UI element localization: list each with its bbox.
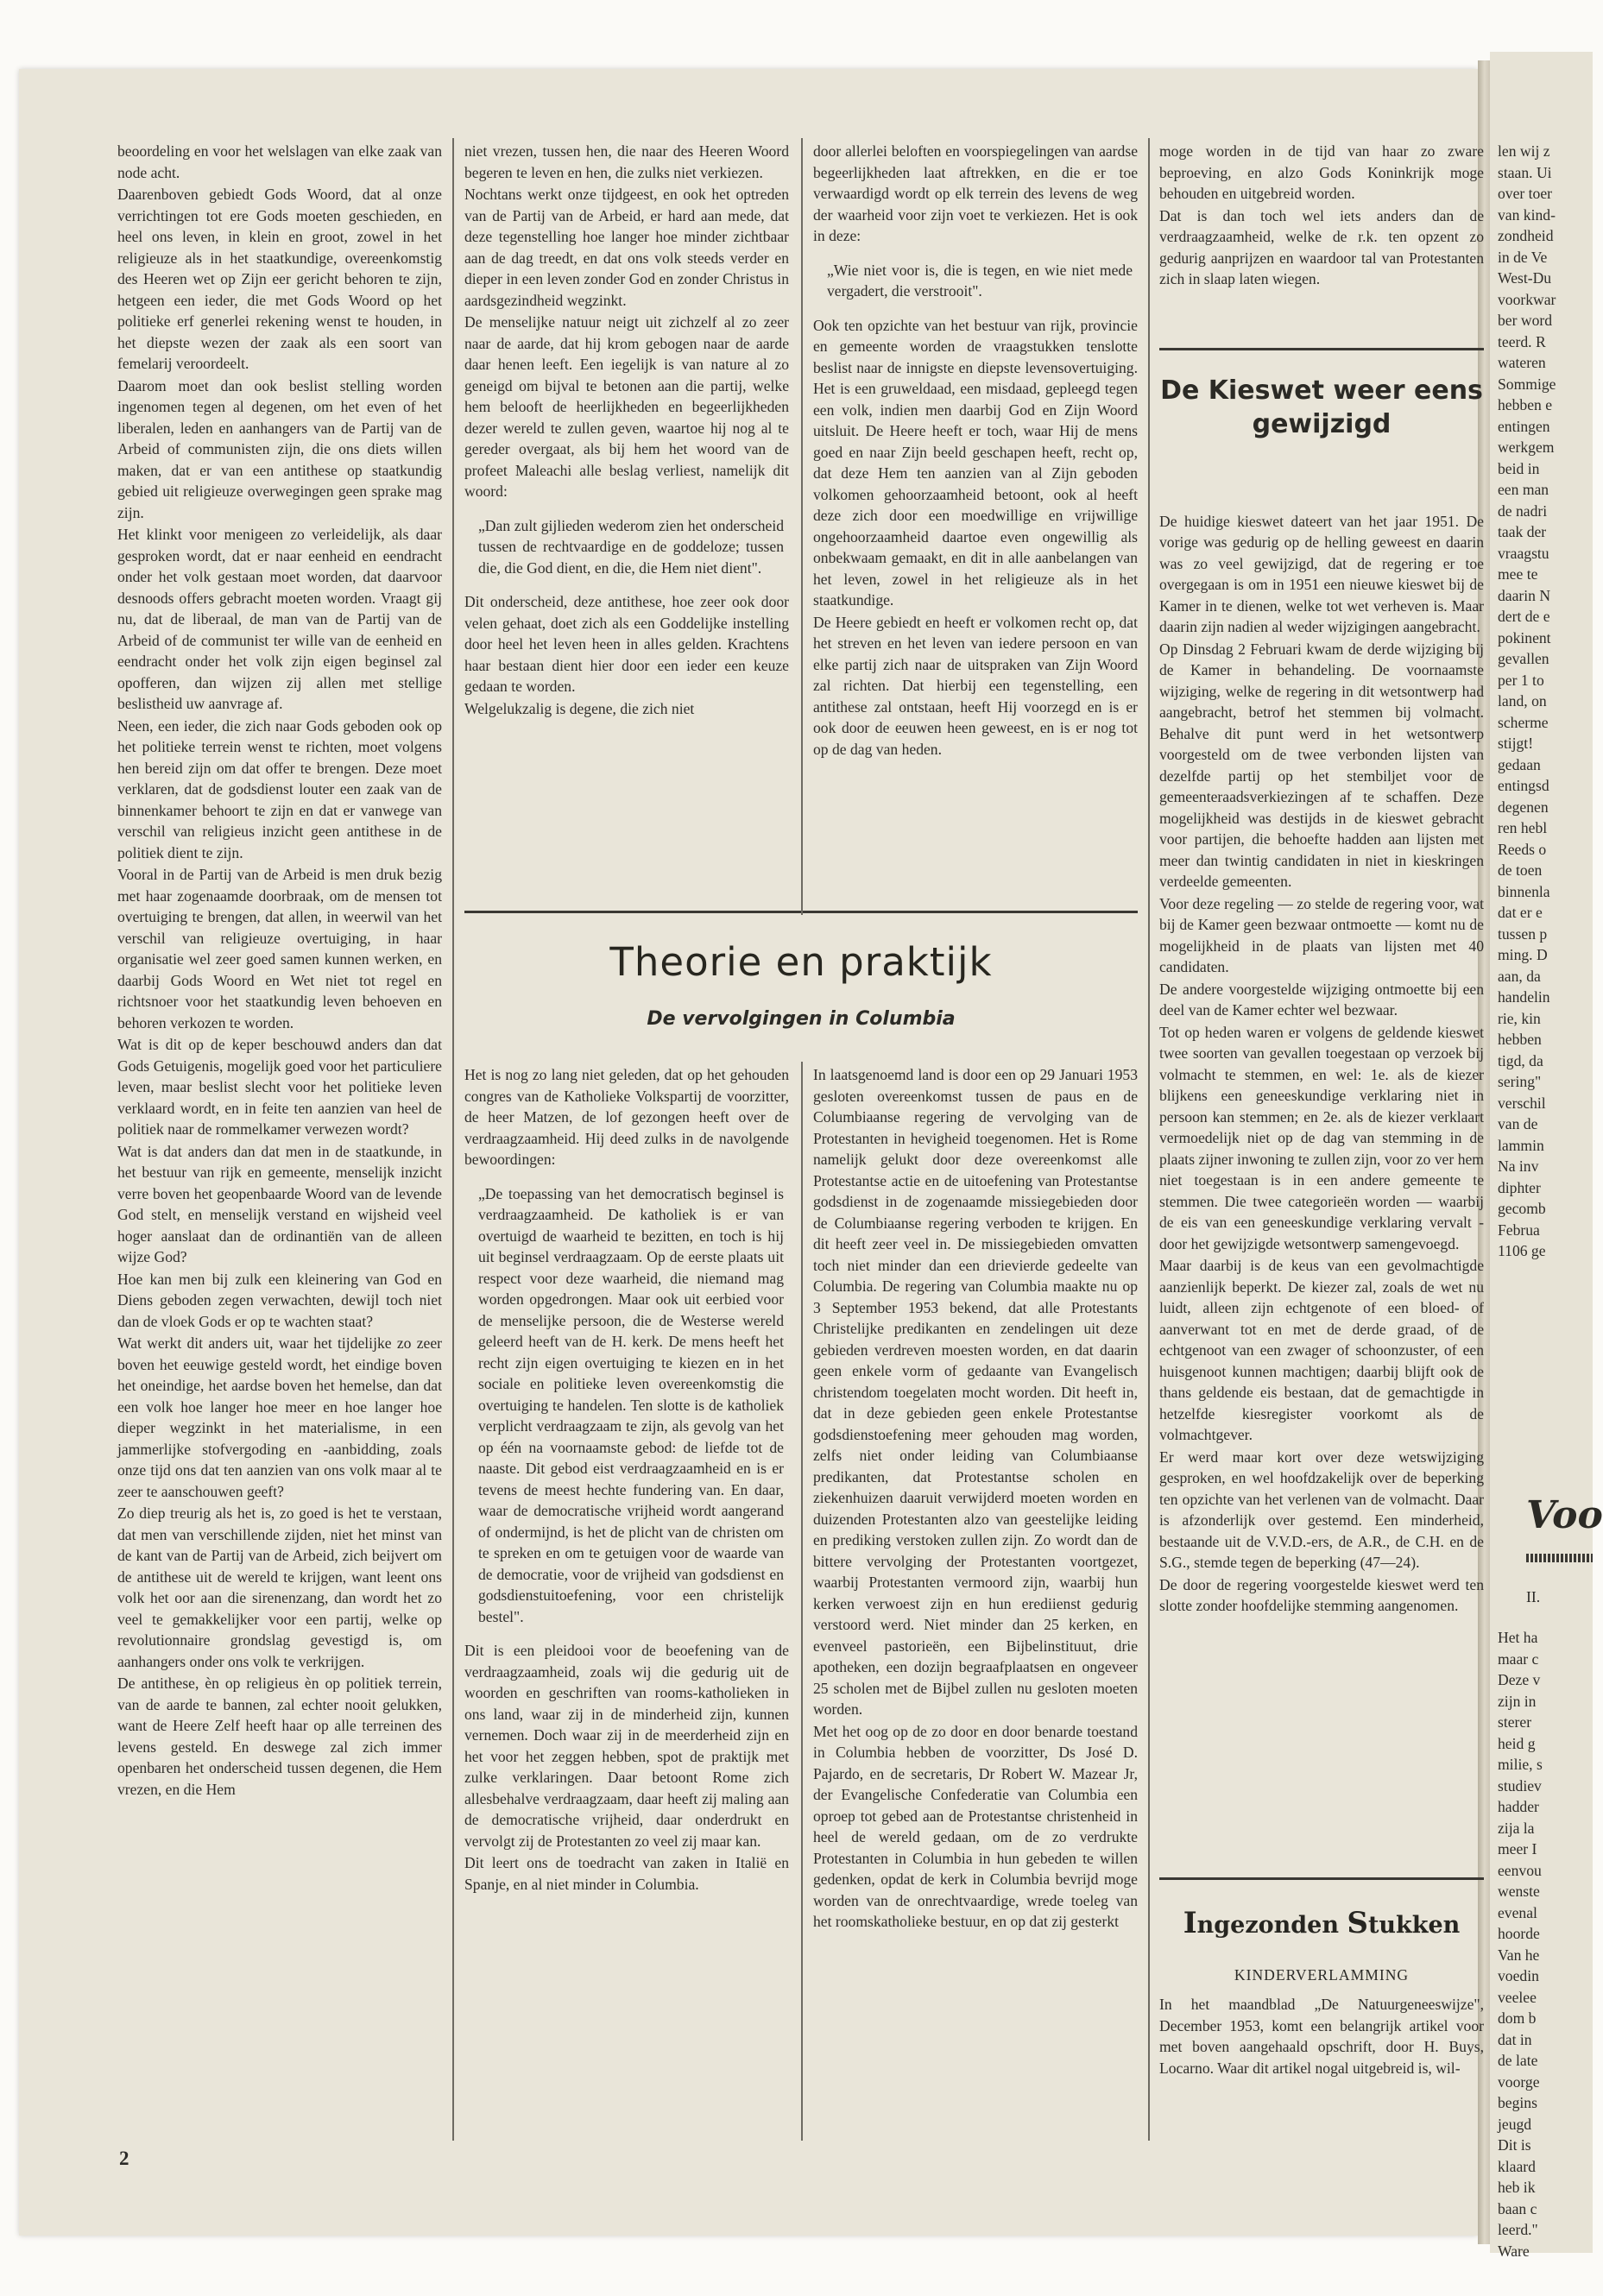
adjacent-line: dom b [1498,2009,1537,2027]
adjacent-line: verschil [1498,1094,1546,1112]
adjacent-line: veelee [1498,1988,1537,2006]
adjacent-line: meer I [1498,1840,1537,1858]
col1-paragraph: De antithese, èn op religieus èn op politiek terrein, van de aarde te bannen, zal echter nooit gelukken, want de Heere Zelf heeft haar op alle terreinen des levens gesteld. En deswege zal zich immer openbaren het onderscheid tussen degenen, die Hem vrezen, en die Hem [117,1675,442,1798]
kieswet-paragraph: Maar daarbij is de keus van een gevolmachtigde aanzienlijk beperkt. De kiezer zal, zoals de wet nu luidt, alleen zijn echtgenote of een bloed- of aanverwant tot en met de derde graad, of de echtgenoot van een zwager of schoonzuster, of een huisgenoot kunnen machtigen; daarbij blijft ook de thans geldende eis bestaan, dat de gemachtigde in hetzelfde kiesregister voorkomt als de volmachtgever. [1159,1257,1484,1443]
column-divider [801,138,803,915]
column-6 [813,1064,1138,1933]
adjacent-line: rie, kin [1498,1009,1541,1027]
col2-paragraph: De menselijke natuur neigt uit zichzelf al zo zeer naar de aarde, dat hij krom gebogen naar de aarde daar henen leeft. Een iegelijk is van nature al zo geneigd om bijval te betonen aan die partij, welke hem belooft de heerlijkheden en begeerlijkheden dezer wereld te zullen geven, waartoe hij nog al te gereder overgaat, als bij hem het woord van de profeet Maleachi alle beslag verliest, namelijk dit woord: [464,313,789,500]
adjacent-line: baan c [1498,2199,1537,2217]
adjacent-line: dat in [1498,2030,1532,2048]
col1-paragraph: Het klinkt voor menigeen zo verleidelijk, als daar gesproken wordt, dat er naar eenheid en eendracht onder het volk gestaan moet worden, dat daarvoor desnoods offers gebracht moeten worden. Vraagt gij nu, dat de liberaal, de man van de Partij van de Arbeid of de communist ter wille van de eenheid en eendracht onder het volk zijn eigen beginsel zal opofferen, dan wijzen zij allen met stellige beslistheid uw aanvrage af. [117,526,442,712]
adjacent-line: evenal [1498,1903,1537,1921]
adjacent-line: Van he [1498,1946,1540,1964]
adjacent-line: staan. Ui [1498,163,1552,181]
adjacent-line: dat er e [1498,904,1543,921]
adjacent-line: handelin [1498,988,1550,1006]
theorie-paragraph: Met het oog op de zo door en door benarde toestand in Columbia hebben de voorzitter, Ds José D. Pajardo, en de secretaris, Dr Robert W. Mazear Jr, der Evangelische Confederatie van Columbia een oproep tot gebed aan de Protestantse christenheid in heel de wereld gedaan, om de zo verdrukte Protestanten in Columbia in hun gebeden te willen gedenken, opdat de kerk in Columbia bevrijd moge worden van de onrechtvaardige, wrede toeleg van het roomskatholieke bestuur, en op dat zij gesterkt [813,1722,1138,1930]
adjacent-line: taak der [1498,523,1547,540]
ingezonden-top-rule [1159,1877,1484,1880]
theorie-paragraph: In laatsgenoemd land is door een op 29 Januari 1953 gesloten overeenkomst tussen de paus en de Columbiaanse regering de vervolging van de Protestanten in hevigheid toegenomen. Het is Rome namelijk gelukt door deze overeenkomst alle Protestantse actie en de uitoefening van Protestantse godsdienst in de zogenaamde missiegebieden door de Columbiaanse regering verboden te krijgen. En dit heeft zeer veel in. De missiegebieden omvatten toch niet minder dan een drievierde gedeelte van Columbia. De regering van Columbia maakte nu op 3 September 1953 bekend, dat alle Protestants Christelijke predikanten en zendelingen uit deze gebieden verdreven moesten worden, en dat daarin geen enkele vorm of gedaante van Evangelisch christendom toegelaten mocht worden. Dit heeft in, dat in deze gebieden geen enkele Protestantse godsdienstoefening meer gehouden mag worden, zelfs niet onder leiding van Columbiaanse predikanten, dat Protestantse scholen en ziekenhuizen daaruit verwijderd moeten worden en duizenden Protestanten alzo van geestelijke leiding en prediking verstoken zullen zijn. Zo wordt dan de bittere vervolging der Protestanten voortgezet, waarbij Protestanten vermoord zijn, waarbij hun kerken verwoest zijn en hun erediienst gedurig verstoord werd. Niet minder dan 25 kerken, en evenveel pastorieën, een Bijbelinstituut, drie apotheken, een dozijn begraafplaatsen en ongeveer 25 scholen met de Bijbel zullen nu gesloten moeten worden. [813,1066,1138,1718]
adjacent-line: klaard [1498,2157,1536,2175]
column-divider [801,1062,803,2141]
col2-paragraph: Nochtans werkt onze tijdgeest, en ook het optreden van de Partij van de Arbeid, er hard aan mede, dat deze tegenstelling hoe langer hoe minder zichtbaar aan de dag treedt, en dat ons volk steeds verder en dieper in een leven zonder God en zonder Christus in aardsgezindheid wegzinkt. [464,186,789,309]
col3-paragraph: door allerlei beloften en voorspiegelingen van aardse begeerlijkheden laat aftrekken, en die er toe verwaardigd wordt op elk terrein des levens de weg der waarheid voor zijn voet te verkiezen. Het is ook in deze: [813,142,1138,244]
adjacent-line: sering" [1498,1073,1542,1090]
adjacent-line: tussen p [1498,924,1548,943]
adjacent-line: studiev [1498,1776,1542,1795]
adjacent-page-heading: Voo [1526,1493,1603,1537]
theorie-paragraph: Het is nog zo lang niet geleden, dat op het gehouden congres van de Katholieke Volkspartij de voorzitter, de heer Matzen, de lof gezongen heeft over de verdraagzaamheid. Hij deed zulks in de navolgende bewoordingen: [464,1066,789,1168]
adjacent-line: ren hebl [1498,819,1548,836]
adjacent-line: tigd, da [1498,1051,1543,1069]
col4-paragraph: Dat is dan toch wel iets anders dan de verdraagzaamheid, welke de r.k. ten opzent zo gedurig aanprijzen en waardoor tal van Protestanten zich in slaap laten wiegen. [1159,206,1484,287]
ingezonden-headline [1159,1906,1484,1940]
column-5 [464,1064,789,1895]
kieswet-paragraph: De andere voorgestelde wijziging ontmoette bij een deel van de Kamer echter wel bezwaar. [1159,980,1484,1019]
adjacent-line: entingen [1498,417,1550,435]
kieswet-top-rule [1159,348,1484,350]
col1-paragraph: Vooral in de Partij van de Arbeid is men druk bezig met haar zogenaamde doorbraak, om de mensen tot overtuiging te brengen, dat allen, in weerwil van het verschil van religieuze overtuiging, in haar organisatie wel zeer goed samen kunnen werken, en daarbij Gods Woord en Wet niet tot regel en richtsnoer voor het staatkundig leven behoeven en behoren verkozen te worden. [117,866,442,1031]
adjacent-line: dert de e [1498,608,1550,625]
adjacent-line: daarin N [1498,586,1551,604]
adjacent-line: gedaan [1498,755,1541,773]
adjacent-line: voedin [1498,1967,1539,1984]
adjacent-line: per 1 to [1498,671,1544,689]
adjacent-line: de toen [1498,861,1543,879]
adjacent-line: de nadri [1498,501,1548,520]
adjacent-line: heid g [1498,1734,1536,1752]
adjacent-line: milie, s [1498,1756,1543,1773]
theorie-subheadline: De vervolgingen in Columbia [647,1008,956,1030]
adjacent-heading-rule [1526,1554,1593,1562]
adjacent-line: scherme [1498,713,1549,731]
col2-quote: „Dan zult gijlieden wederom zien het onderscheid tussen de rechtvaardige en de goddeloze; tussen die, die God dient, en die, die Hem niet dient". [478,516,784,577]
column-3 [813,141,1138,760]
kieswet-paragraph: De door de regering voorgestelde kieswet werd ten slotte zonder hoofdelijke stemming aangenomen. [1159,1575,1484,1614]
ingezonden-paragraph: In het maandblad „De Natuurgeneeswijze", December 1953, komt een belangrijk artikel voor met boven aangehaald opschrift, door H. Buys, Locarno. Waar dit artikel nogal uitgebreid is, wil- [1159,1996,1484,2077]
adjacent-line: voorge [1498,2072,1540,2091]
adjacent-page-text-bottom [1498,1627,1593,2261]
adjacent-line: wateren [1498,354,1546,371]
adjacent-line: hadder [1498,1798,1539,1815]
col2-paragraph: Welgelukzalig is degene, die zich niet [464,699,695,717]
adjacent-line: Na inv [1498,1157,1539,1175]
adjacent-line: over toer [1498,185,1553,202]
kieswet-paragraph: Op Dinsdag 2 Februari kwam de derde wijziging bij de Kamer in behandeling. De voornaamste wijziging, welke de regering in dit wetsontwerp had aangebracht, betrof het stemmen bij volmacht. Behalve dit punt werd in het wetsontwerp voorgesteld om de twee verbonden lijsten van dezelfde partij op het stembiljet voor de gemeenteraadsverkiezingen af te schaffen. Deze mogelijkheid was destijds in de kieswet gebracht voor partijen, die behoefte hadden aan lijsten met meer dan twintig candidaten in niet in kieskringen verdeelde gemeenten. [1159,640,1484,890]
kieswet-headline: De Kieswet weer eens gewijzigd [1160,375,1483,439]
page-number: 2 [119,2148,129,2169]
adjacent-line: zija la [1498,1819,1535,1837]
col2-paragraph: niet vrezen, tussen hen, die naar des Heeren Woord begeren te leven en hen, die zulks niet verkiezen. [464,142,789,181]
kieswet-paragraph: De huidige kieswet dateert van het jaar 1951. De vorige was gedurig op de helling geweest en daarin was zo veel gewijzigd, dat de regering er toe overgegaan is om in 1951 een nieuwe kieswet bij de Kamer in te dienen, welke tot wet verheven is. Maar daarin zijn nadien al weder wijzigingen aangebracht. [1159,512,1484,635]
adjacent-page-text-top [1498,141,1593,1262]
adjacent-line: ming. D [1498,946,1548,963]
adjacent-line: lammin [1498,1136,1544,1154]
theorie-paragraph: Dit leert ons de toedracht van zaken in Italië en Spanje, en al niet minder in Columbia. [464,1854,789,1893]
adjacent-line: sterer [1498,1713,1532,1731]
theorie-headline: Theorie en praktijk [609,939,993,985]
adjacent-line: degenen [1498,798,1549,816]
col1-paragraph: Wat werkt dit anders uit, waar het tijdelijke zo zeer boven het eeuwige gesteld wordt, het eindige boven het oneindige, het aardse boven het hemelse, dan dat een volk hoe langer hoe meer en hoe langer hoe dieper wegzinkt in het materialisme, in een jammerlijke stofvergoding en -aanbidding, zoals onze tijd ons dat ten aanzien van ons volk maar al te zeer te aanschouwen geeft? [117,1334,442,1500]
col1-paragraph: Daarom moet dan ook beslist stelling worden ingenomen tegen al degenen, om het even of het liberalen, leden en aanhangers van de Partij van de Arbeid of communisten zijn, die ons diets willen maken, dat er van een antithese op staatkundig gebied uit religieuze overwegingen geen sprake mag zijn. [117,376,442,521]
adjacent-line: aan, da [1498,967,1541,985]
adjacent-line: maar c [1498,1649,1539,1668]
adjacent-section-number: II. [1526,1588,1541,1605]
adjacent-line: een man [1498,481,1549,498]
ingezonden-column [1159,1994,1484,2079]
adjacent-line: zijn in [1498,1692,1537,1710]
col3-paragraph: De Heere gebiedt en heeft er volkomen recht op, dat het streven en het leven van iedere persoon en van elke partij zich naar de uitspraken van Zijn Woord zal richten. Dat hierbij een tegenstelling, een antithese zal ontstaan, heeft Hij voorzegd en is er ook door de eeuwen heen geweest, en is er nog tot op de dag van heden. [813,613,1138,758]
adjacent-line: binnenla [1498,882,1550,900]
kieswet-paragraph: Er werd maar kort over deze wetswijziging gesproken, en wel hoofdzakelijk over de beperking ten opzichte van het verlenen van de volmacht. Daar is afzonderlijk over gestemd. Een minderheid, bestaande uit de V.V.D.-ers, de A.R., de C.H. en de S.G., stemde tegen de beperking (47—24). [1159,1448,1484,1571]
adjacent-line: teerd. R [1498,332,1546,350]
adjacent-line: ber word [1498,312,1553,329]
adjacent-line: van kind- [1498,205,1556,224]
stukken-initial: S [1347,1906,1368,1940]
ingezonden-word: ngezonden [1196,1912,1339,1939]
theorie-quote: „De toepassing van het democratisch beginsel is verdraagzaamheid. De katholiek is er van overtuigd de waarheid te bezitten, en toch is hij uit beginsel verdraagzaam. Op de eerste plaats uit respect voor deze waarheid, die niemand mag worden opgedrongen. Maar ook uit eerbied voor de menselijke persoon, die de Westerse wereld geleerd heeft van de H. kerk. De mens heeft het recht zijn eigen overtuiging te kiezen en in het sociale en politieke leven overeenkomstig die overtuiging te handelen. Ten slotte is de katholiek verplicht verdraagzaam te zijn, als gevolg van het op één na voornaamste gebod: de liefde tot de naaste. Dit gebod eist verdraagzaamheid en is er tevens de meest hechte fundering van. En daar, waar de democratische vrijheid wordt aangerand of ondermijnd, is het de plicht van de christen om te spreken en om te getuigen voor de waarde van de democratie, voor de vrijheid van godsdienst en godsdienstuitoefening, voor een christelijk bestel". [478,1184,784,1625]
adjacent-line: len wij z [1498,142,1550,160]
stukken-word: tukken [1367,1912,1461,1939]
kieswet-paragraph: Voor deze regeling — zo stelde de regering voor, wat bij de Kamer geen bezwaar ontmoette — komt nu de mogelijkheid in de plaats van lijsten met 40 candidaten. [1159,894,1484,975]
adjacent-line: werkgem [1498,438,1555,456]
adjacent-line: voorkwar [1498,290,1556,308]
col1-paragraph: Hoe kan men bij zulk een kleinering van God en Diens geboden zegen verwachten, dewijl toch niet dan de vloek Gods er op te wachten staat? [117,1270,442,1330]
adjacent-line: vraagstu [1498,544,1549,562]
adjacent-line: Februa [1498,1221,1540,1239]
column-divider [452,138,454,2141]
kinderverlamming-heading: KINDERVERLAMMING [1234,1966,1410,1984]
adjacent-line: Reeds o [1498,840,1547,858]
col3-paragraph: Ook ten opzichte van het bestuur van rijk, provincie en gemeente worden de vraagstukken tenslotte beslist naar de innigste en diepste levensovertuiging. Het is een gruweldaad, een misdaad, gepleegd tegen een volk, indien men daarbij God en Zijn Woord uitsluit. De Heere heeft er toch, waar Hij de mens goed en naar Zijn beeld geschapen heeft, recht op, dat deze Hem ten aanzien van al Zijn geboden volkomen gehoorzaamheid betoont, ook al heeft deze zich door een moedwillige en vrijwillige ongehoorzaamheid daartoe even ongewillig als onbekwaam gemaakt, en dit in alle aanbelangen van het leven, zowel in het religieuze als in het staatkundige. [813,316,1138,609]
col1-paragraph: Wat is dat anders dan dat men in de staatkunde, in het bestuur van rijk en gemeente, menselijk inzicht verre boven het geopenbaarde Woord van de levende God stelt, en menselijk verstand en wijsheid veel hoger aanslaat dan de ordinantiën van de alleen wijze God? [117,1142,442,1265]
adjacent-line: Ware [1498,2242,1530,2260]
adjacent-line: gecomb [1498,1200,1546,1217]
column-4 [1159,141,1484,1618]
column-2 [464,141,789,720]
adjacent-line: stijgt! [1498,735,1534,752]
column-divider [1148,138,1150,2141]
kieswet-paragraph: Tot op heden waren er volgens de geldende kieswet twee soorten van gevallen toegestaan op verzoek bij volmacht te stemmen, en wel: 1e. als de kiezer blijkens een geneeskundige verklaring niet in persoon kan stemmen; en 2e. als de kiezer verklaart vermoedelijk niet op de dag van stemming in de plaats zijner inwoning te zullen zijn, voor zo ver hem niet toegestaan is in een andere gemeente te stemmen. Die twee categorieën worden — waarbij de eis van een geneeskundige verklaring vervalt - door het gewijzigde wetsontwerp samengevoegd. [1159,1023,1484,1252]
adjacent-line: beid in [1498,459,1540,477]
adjacent-line: hebben e [1498,396,1553,413]
column-1 [117,141,442,1801]
adjacent-line: West-Du [1498,269,1552,287]
adjacent-line: pokinent [1498,628,1551,647]
adjacent-line: Deze v [1498,1671,1541,1688]
adjacent-line: leerd." [1498,2221,1538,2238]
adjacent-line: entingsd [1498,777,1549,794]
adjacent-line: mee te [1498,565,1538,583]
adjacent-line: diphter [1498,1178,1541,1196]
adjacent-line: land, on [1498,692,1547,710]
adjacent-line: begins [1498,2094,1537,2111]
col1-paragraph: Neen, een ieder, die zich naar Gods geboden ook op het politieke terrein wenst te richten, moet volgens hen bereid zijn om dat offer te brengen. Deze moet verklaren, dat de godsdienst louter een zaak van de binnenkamer behoort te zijn en dat er vanwege van verschil van religieus inzicht geen antithese in de politiek dient te zijn. [117,716,442,861]
adjacent-line: de late [1498,2052,1538,2069]
col4-paragraph: moge worden in de tijd van haar zo zware beproeving, en alzo Gods Koninkrijk moge behouden en uitgebreid worden. [1159,142,1484,202]
col1-paragraph: Zo diep treurig als het is, zo goed is het te verstaan, dat men van verschillende zijden, niet het minst van de kant van de Partij van de Arbeid, zich beijvert om de antithese uit de wereld te krijgen, want leent ons volk het oor aan die sirenenzang, dan wordt het zo veel te gemakkelijker voor een partij, welke op revolutionnaire grondslag gevestigd is, om aanhangers onder ons volk te verkrijgen. [117,1504,442,1670]
adjacent-line: van de [1498,1115,1538,1132]
adjacent-line: Het ha [1498,1629,1538,1646]
col1-paragraph: Daarenboven gebiedt Gods Woord, dat al onze verrichtingen tot ere Gods moeten geschieden, en heel ons leven, in klein en groot, zowel in het religieuze als in het staatkundige, overeenkomstig des Heeren wet op Zijn eer gericht behoren te zijn, hetgeen een ieder, die met Gods Woord op het politieke erf generlei rekening wenst te houden, in het diepste wezen der zaak als een soort van femelarij veroordeelt. [117,186,442,372]
adjacent-line: eenvou [1498,1861,1542,1879]
adjacent-line: hebben [1498,1031,1542,1048]
adjacent-line: gevallen [1498,650,1549,667]
ingezonden-initial: I [1183,1906,1197,1940]
adjacent-line: zondheid [1498,227,1554,244]
adjacent-line: Dit is [1498,2136,1531,2154]
adjacent-line: in de Ve [1498,248,1548,266]
col1-paragraph: Wat is dit op de keper beschouwd anders dan dat Gods Getuigenis, mogelijk goed voor het particuliere leven, maar beslist slecht voor het politieke leven verklaard wordt, en in feite ten aanzien van heel de politiek naar de rommelkamer verwezen wordt? [117,1036,442,1138]
adjacent-line: Sommige [1498,375,1556,393]
adjacent-line: 1106 ge [1498,1242,1546,1259]
theorie-paragraph: Dit is een pleidooi voor de beoefening van de verdraagzaamheid, zoals wij die gedurig uit de woorden en geschriften van rooms-katholieken in ons land, waar zij in de minderheid zijn, kunnen vernemen. Doch waar zij in de meerderheid zijn en het voor het zeggen hebben, spot de praktijk met zulke verklaringen. Daar betoont Rome zich allesbehalve verdraagzaam, daar heeft zij maling aan de democratische vrijheid, daar onderdrukt en vervolgt zij de Protestanten zo veel zij maar kan. [464,1642,789,1850]
col3-quote: „Wie niet voor is, die is tegen, en wie niet mede vergadert, die verstrooit". [827,261,1133,300]
col2-paragraph: Dit onderscheid, deze antithese, hoe zeer ook door velen gehaat, doet zich als een Goddelijke instelling door heel het leven heen in alles gelden. Krachtens haar bestaan dient hier door een ieder een keuze gedaan te worden. [464,593,789,695]
col1-paragraph: beoordeling en voor het welslagen van elke zaak van node acht. [117,142,442,181]
adjacent-line: wenste [1498,1883,1540,1900]
adjacent-line: heb ik [1498,2179,1536,2196]
adjacent-line: jeugd [1498,2115,1532,2133]
adjacent-line: hoorde [1498,1925,1540,1942]
